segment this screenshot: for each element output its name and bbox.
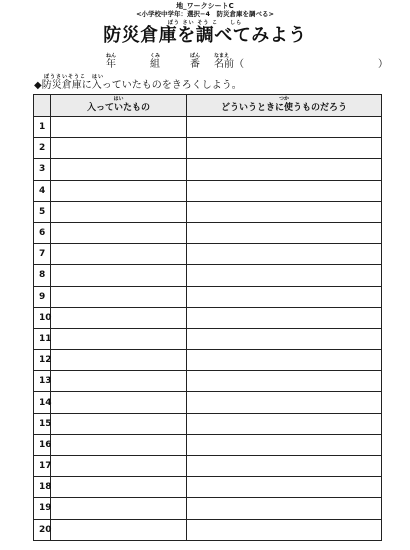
header-items-text: 入っていたもの [86,103,150,113]
table-row [34,328,382,349]
table-header-row [34,95,382,117]
usage-cell[interactable] [187,117,382,138]
instruction [34,74,394,92]
row-number: 13 [34,371,51,392]
item-cell[interactable] [51,159,187,180]
row-number: 11 [34,328,51,349]
name-label [214,53,244,70]
item-cell[interactable] [51,498,187,519]
item-cell[interactable] [51,244,187,265]
usage-cell[interactable] [187,286,382,307]
item-cell[interactable] [51,519,187,540]
row-number: 19 [34,498,51,519]
page-title: 防災倉庫を調べてみよう [103,25,307,46]
instruction-text: ◆防災倉庫に入っていたものをきろくしよう。 [34,80,242,91]
table-row [34,392,382,413]
usage-cell[interactable] [187,201,382,222]
title-ruby: ぼう さい そう こ しら [167,20,243,26]
usage-cell[interactable] [187,138,382,159]
item-cell[interactable] [51,180,187,201]
header-number [34,95,51,117]
table-row [34,159,382,180]
table-row [34,350,382,371]
header-items-ruby: はい [113,96,124,102]
usage-cell[interactable] [187,307,382,328]
usage-cell[interactable] [187,328,382,349]
row-number: 18 [34,477,51,498]
table-row [34,519,382,540]
usage-cell[interactable] [187,350,382,371]
table-row [34,371,382,392]
item-cell[interactable] [51,328,187,349]
title-block [0,20,410,46]
instruction-ruby: ぼうさいそうこ はい [44,74,105,80]
table-row [34,201,382,222]
header-items [51,95,187,117]
row-number: 6 [34,222,51,243]
usage-cell[interactable] [187,413,382,434]
table-row [34,222,382,243]
usage-cell[interactable] [187,265,382,286]
item-cell[interactable] [51,477,187,498]
item-cell[interactable] [51,201,187,222]
class-label [150,53,160,70]
item-cell[interactable] [51,117,187,138]
row-number: 1 [34,117,51,138]
number-label [190,53,200,70]
row-number: 15 [34,413,51,434]
table-row [34,413,382,434]
item-cell[interactable] [51,434,187,455]
worksheet-subtitle: <小学校中学年：選択−4 防災倉庫を調べる> [136,10,274,18]
name-text: 名前（ [214,59,244,70]
table-row [34,265,382,286]
row-number: 16 [34,434,51,455]
row-number: 3 [34,159,51,180]
table-row [34,138,382,159]
row-number: 5 [34,201,51,222]
item-cell[interactable] [51,307,187,328]
item-cell[interactable] [51,350,187,371]
table-row [34,434,382,455]
header-usage-text: どういうときに使うものだろう [220,103,347,113]
name-ruby: なまえ [214,53,230,59]
table-row [34,117,382,138]
item-cell[interactable] [51,286,187,307]
class-text: 組 [150,59,160,70]
usage-cell[interactable] [187,180,382,201]
class-ruby: くみ [150,53,161,59]
table-row [34,477,382,498]
usage-cell[interactable] [187,519,382,540]
worksheet-id: 地_ワークシートC [176,2,234,10]
name-line [92,53,392,73]
usage-cell[interactable] [187,498,382,519]
usage-cell[interactable] [187,244,382,265]
item-cell[interactable] [51,413,187,434]
row-number: 14 [34,392,51,413]
header-usage [187,95,382,117]
name-close [378,53,388,70]
row-number: 8 [34,265,51,286]
row-number: 10 [34,307,51,328]
usage-cell[interactable] [187,477,382,498]
item-cell[interactable] [51,138,187,159]
table-row [34,456,382,477]
table-row [34,498,382,519]
item-cell[interactable] [51,392,187,413]
table-row [34,180,382,201]
grade-label [106,53,116,70]
record-table [33,94,382,541]
row-number: 20 [34,519,51,540]
number-ruby: ばん [190,53,201,59]
item-cell[interactable] [51,222,187,243]
grade-ruby: ねん [106,53,117,59]
row-number: 2 [34,138,51,159]
row-number: 7 [34,244,51,265]
table-row [34,286,382,307]
usage-cell[interactable] [187,434,382,455]
usage-cell[interactable] [187,159,382,180]
item-cell[interactable] [51,371,187,392]
usage-cell[interactable] [187,371,382,392]
name-close-paren: ） [378,59,388,70]
table-row [34,244,382,265]
header-usage-ruby: つか [278,96,289,102]
item-cell[interactable] [51,265,187,286]
usage-cell[interactable] [187,456,382,477]
usage-cell[interactable] [187,222,382,243]
row-number: 4 [34,180,51,201]
number-text: 番 [190,59,200,70]
row-number: 9 [34,286,51,307]
row-number: 12 [34,350,51,371]
table-row [34,307,382,328]
grade-text: 年 [106,59,116,70]
item-cell[interactable] [51,456,187,477]
usage-cell[interactable] [187,392,382,413]
row-number: 17 [34,456,51,477]
